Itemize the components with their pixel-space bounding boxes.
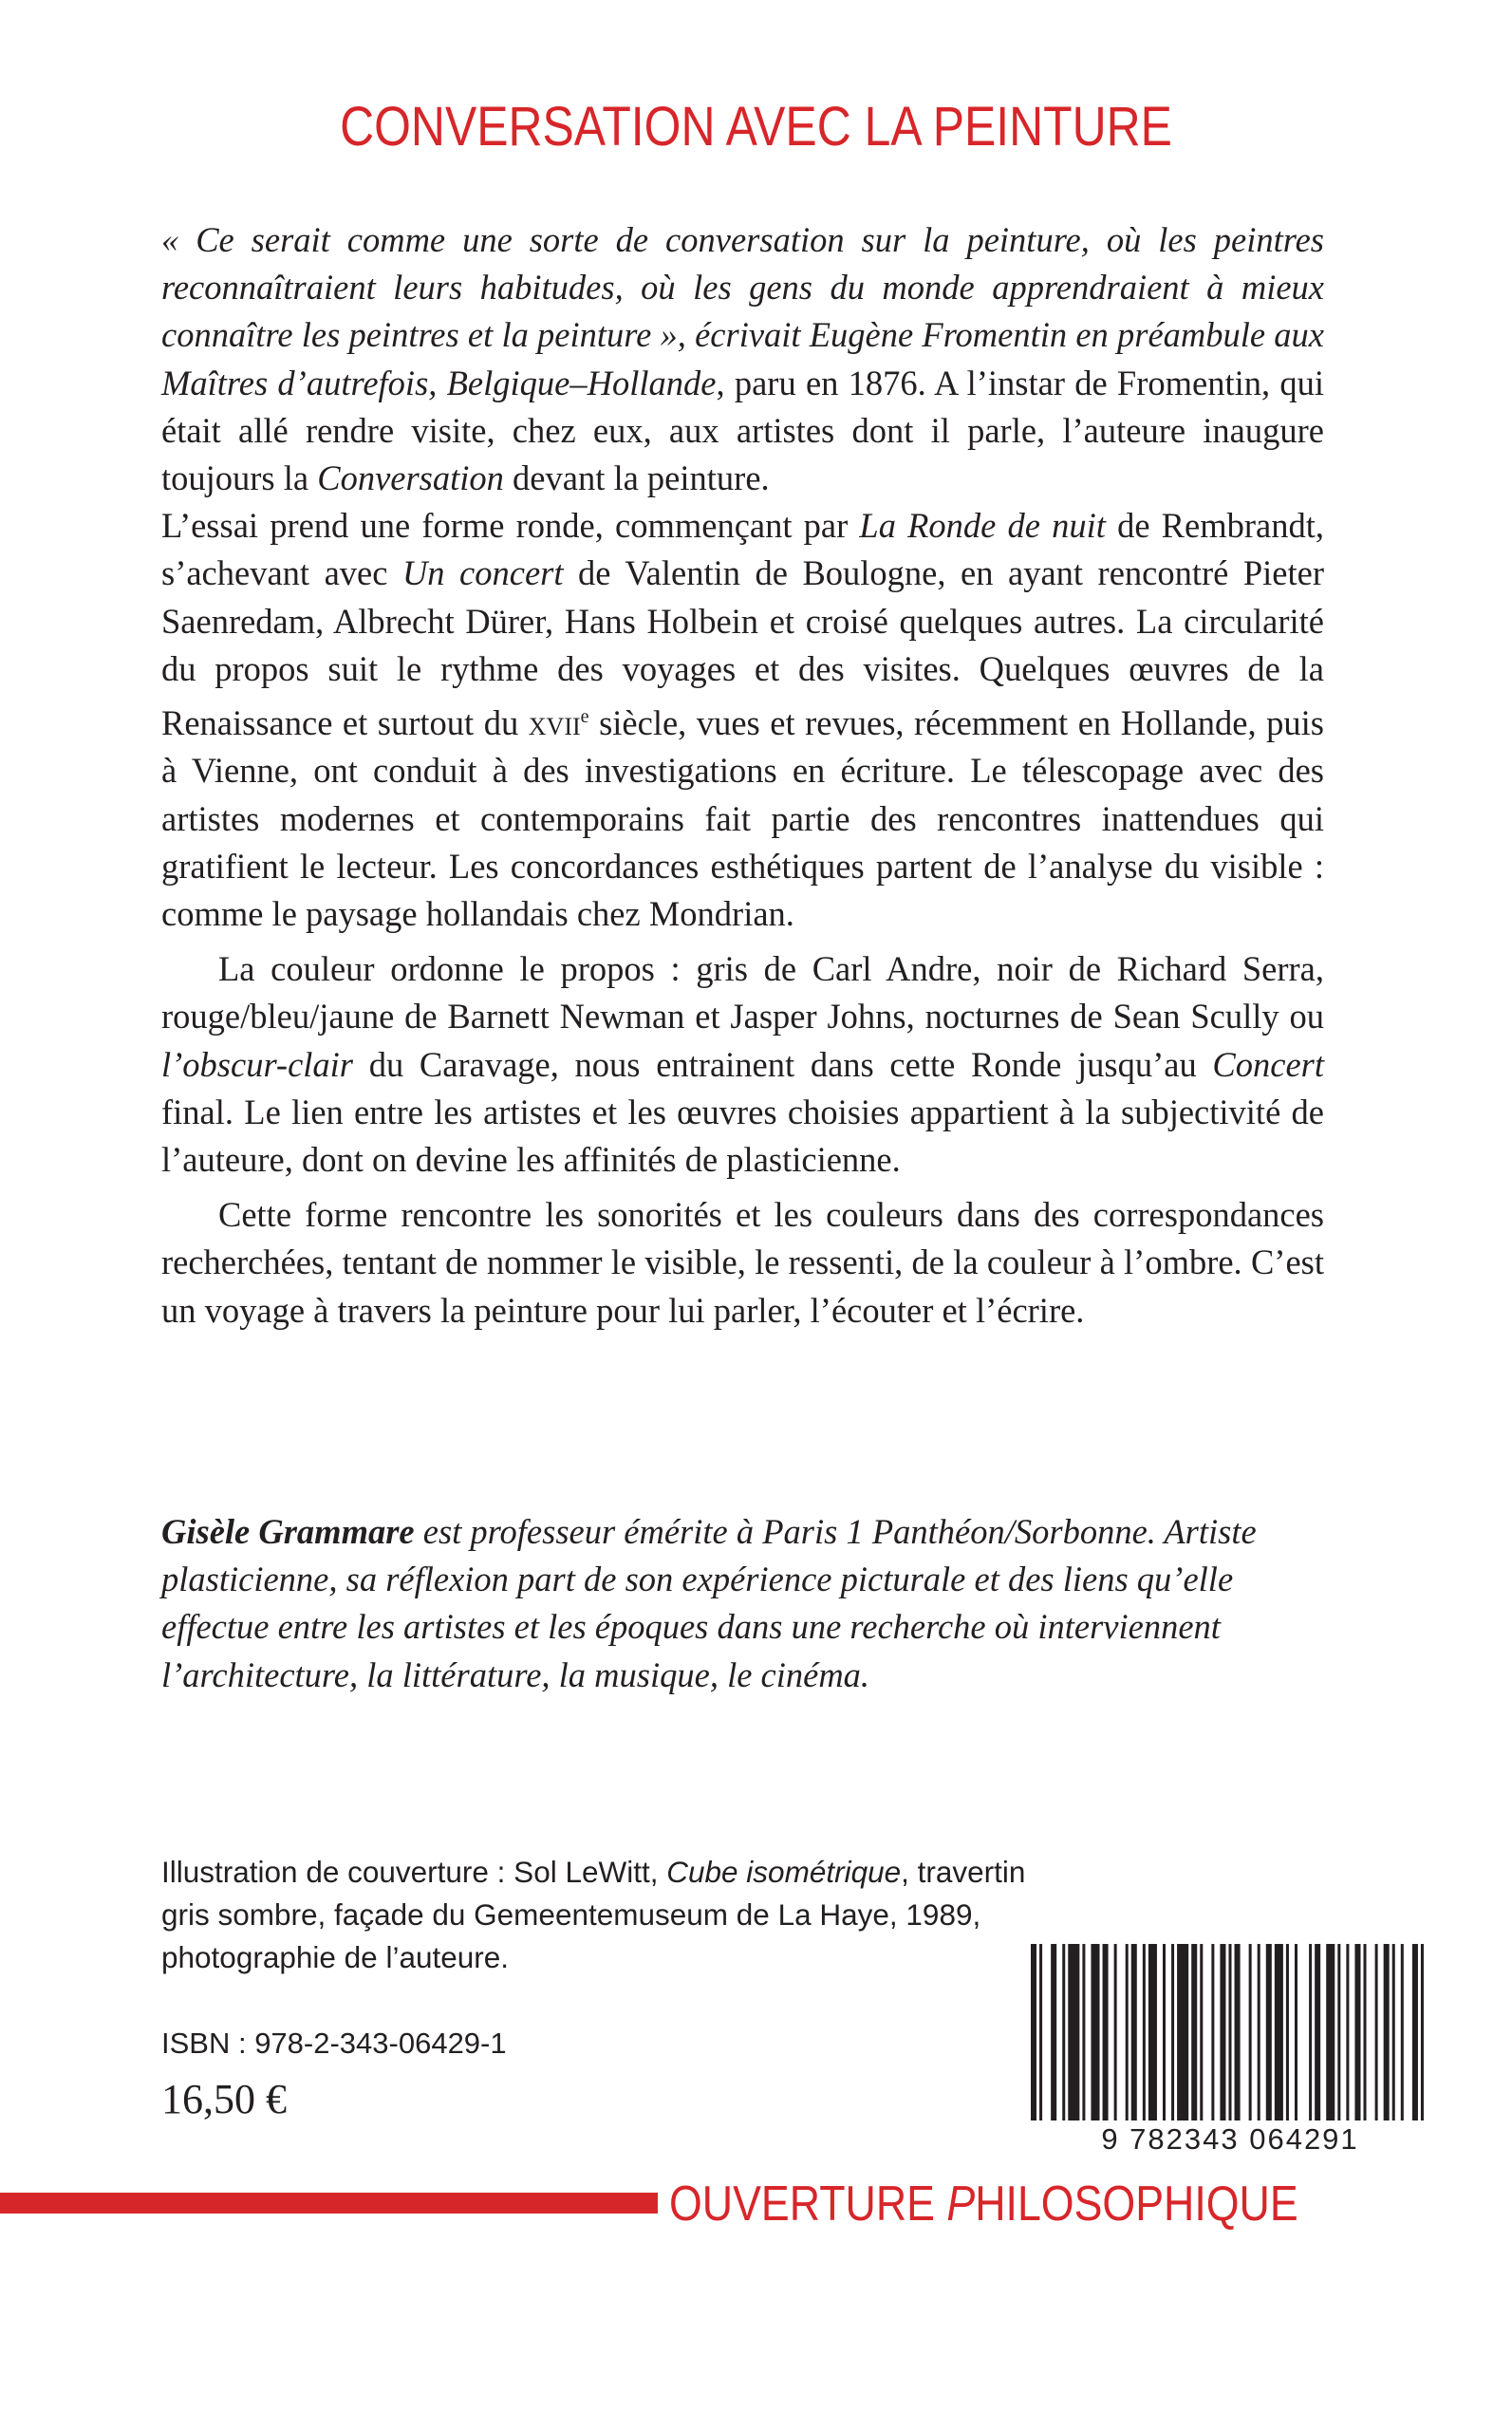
barcode-bar (1039, 1944, 1042, 2120)
barcode-bar (1171, 1944, 1174, 2120)
barcode-bar (1143, 1944, 1146, 2120)
obscur-clair-italic: l’obscur-clair (161, 1044, 354, 1084)
barcode-bar (1384, 1944, 1390, 2120)
barcode-bar (1082, 1944, 1085, 2120)
summary-text: du Caravage, nous entrainent dans cette Ronde jusqu’au (353, 1044, 1213, 1084)
barcode-bar (1315, 1944, 1320, 2120)
credit-text: , travertin gris sombre, façade du Gemeentemuseum de La Haye, 1989, photographie de l’auteure. (161, 1855, 1026, 1974)
summary-text: de Valentin de Boulogne, en ayant rencontré Pieter Saenredam, Albrecht Dürer, Hans Holbein et croisé quelques autres. La circularité du propos suit le rythme des voyages et des visites. Quelques œuvres de la Renaissance et surtout du (161, 553, 1325, 743)
century-superscript: e (580, 706, 589, 728)
summary-text: L’essai prend une forme ronde, commençant par (161, 506, 860, 546)
barcode-bar (1392, 1944, 1395, 2120)
summary-text: final. Le lien entre les artistes et les œuvres choisies appartient à la subjectivité de l’auteure, dont on devine les affinités de plasticienne. (161, 1092, 1324, 1180)
collection-word-2: HILOSOPHIQUE (975, 2176, 1298, 2232)
summary-text: devant la peinture. (503, 458, 770, 498)
summary-paragraph-4: Cette forme rencontre les sonorités et les couleurs dans des correspondances recherchées, tentant de nommer le visible, le ressenti, de la couleur à l’ombre. C’est un voyage à travers la peinture pour lui parler, l’écouter et l’écrire. (161, 1195, 1324, 1330)
barcode-bar (1191, 1944, 1197, 2120)
barcode-bar (1051, 1944, 1056, 2120)
fromentin-quote: « Ce serait comme une sorte de conversation sur la peinture, où les peintres reconnaîtraient leurs habitudes, où les gens du monde apprendraient à mieux connaître les peintres et la peinture », écrivait Eugène Fromentin en préambule aux Maîtres d’autrefois, Belgique–Hollande (161, 220, 1324, 402)
barcode-bar (1286, 1944, 1289, 2120)
barcode-bar (1364, 1944, 1367, 2120)
isbn: ISBN : 978-2-343-06429-1 (161, 2027, 507, 2060)
barcode-bar (1375, 1944, 1378, 2120)
barcode-bar (1235, 1944, 1241, 2120)
summary-text: siècle, vues et revues, récemment en Hollande, puis à Vienne, ont conduit à des investigations en écriture. Le télescopage avec des artistes modernes et contemporains fait partie des rencontres inattendues qui gratifient le lecteur. Les concordances esthétiques partent de l’analyse du visible : comme le paysage hollandais chez Mondrian. (161, 703, 1324, 933)
barcode-bar (1062, 1944, 1065, 2120)
barcode-bar (1354, 1944, 1360, 2120)
book-title: CONVERSATION AVEC LA PEINTURE (340, 96, 1172, 158)
barcode-bar (1163, 1944, 1166, 2120)
barcode-digits: 9 782343 064291 (1101, 2122, 1359, 2156)
barcode-bar (1228, 1944, 1231, 2120)
barcode-bar (1103, 1944, 1109, 2120)
barcode-bar (1131, 1944, 1137, 2120)
barcode-bar (1177, 1944, 1188, 2120)
barcode-bar (1275, 1944, 1283, 2120)
collection-word-1: OUVERTURE (669, 2176, 947, 2232)
barcode-bar (1412, 1944, 1418, 2120)
barcode-bar (1326, 1944, 1335, 2120)
barcode-bar (1258, 1944, 1260, 2120)
author-name: Gisèle Grammare (161, 1512, 415, 1551)
back-cover-summary (161, 216, 1324, 1335)
un-concert-italic: Un concert (401, 553, 564, 593)
author-bio-text: est professeur émérite à Paris 1 Panthéon/Sorbonne. Artiste plasticienne, sa réflexion part de son expérience picturale et des liens qu’elle effectue entre les artistes et les époques dans une recherche où interviennent l’architecture, la littérature, la musique, le cinéma. (161, 1512, 1257, 1694)
barcode-bar (1337, 1944, 1340, 2120)
summary-text: , paru en 1876. A l’instar de Fromentin, qui était allé rendre visite, chez eux, aux artistes dont il parle, l’auteure inaugure toujours la (161, 363, 1324, 498)
collection-red-bar (0, 2193, 658, 2214)
barcode-bar (1031, 1944, 1036, 2120)
credit-text: Illustration de couverture : Sol LeWitt, (161, 1855, 667, 1889)
barcode-bar (1421, 1944, 1424, 2120)
barcode-bar (1295, 1944, 1297, 2120)
barcode-bar (1091, 1944, 1099, 2120)
credit-work-title: Cube isométrique (666, 1855, 902, 1889)
ronde-de-nuit-italic: La Ronde de nuit (859, 506, 1106, 546)
barcode-bar (1114, 1944, 1117, 2120)
barcode-bar (1266, 1944, 1272, 2120)
summary-text: de Rembrandt, s’achevant avec (161, 506, 1324, 593)
concert-italic: Concert (1212, 1044, 1324, 1084)
collection-initial: P (946, 2176, 976, 2232)
barcode-bar (1220, 1944, 1225, 2120)
collection-name (669, 2176, 1298, 2233)
barcode-bar (1401, 1944, 1404, 2120)
barcode-bar (1068, 1944, 1079, 2120)
barcode-bar (1200, 1944, 1203, 2120)
barcode-bar (1309, 1944, 1312, 2120)
summary-paragraph-1 (161, 216, 1324, 502)
cover-illustration-credit (161, 1851, 1044, 1979)
barcode (1031, 1944, 1429, 2120)
conversation-italic: Conversation (317, 458, 504, 498)
century-numeral: xvii (528, 703, 581, 743)
barcode-bar (1148, 1944, 1157, 2120)
price: 16,50 € (161, 2076, 287, 2122)
barcode-bar (1249, 1944, 1252, 2120)
summary-text: La couleur ordonne le propos : gris de Carl Andre, noir de Richard Serra, rouge/bleu/jaune de Barnett Newman et Jasper Johns, nocturnes de Sean Scully ou (161, 949, 1324, 1037)
barcode-bar (1346, 1944, 1349, 2120)
summary-paragraph-2 (161, 502, 1324, 938)
barcode-bar (1126, 1944, 1129, 2120)
summary-paragraph-3 (161, 945, 1324, 1184)
barcode-bar (1211, 1944, 1214, 2120)
author-bio (161, 1508, 1324, 1699)
